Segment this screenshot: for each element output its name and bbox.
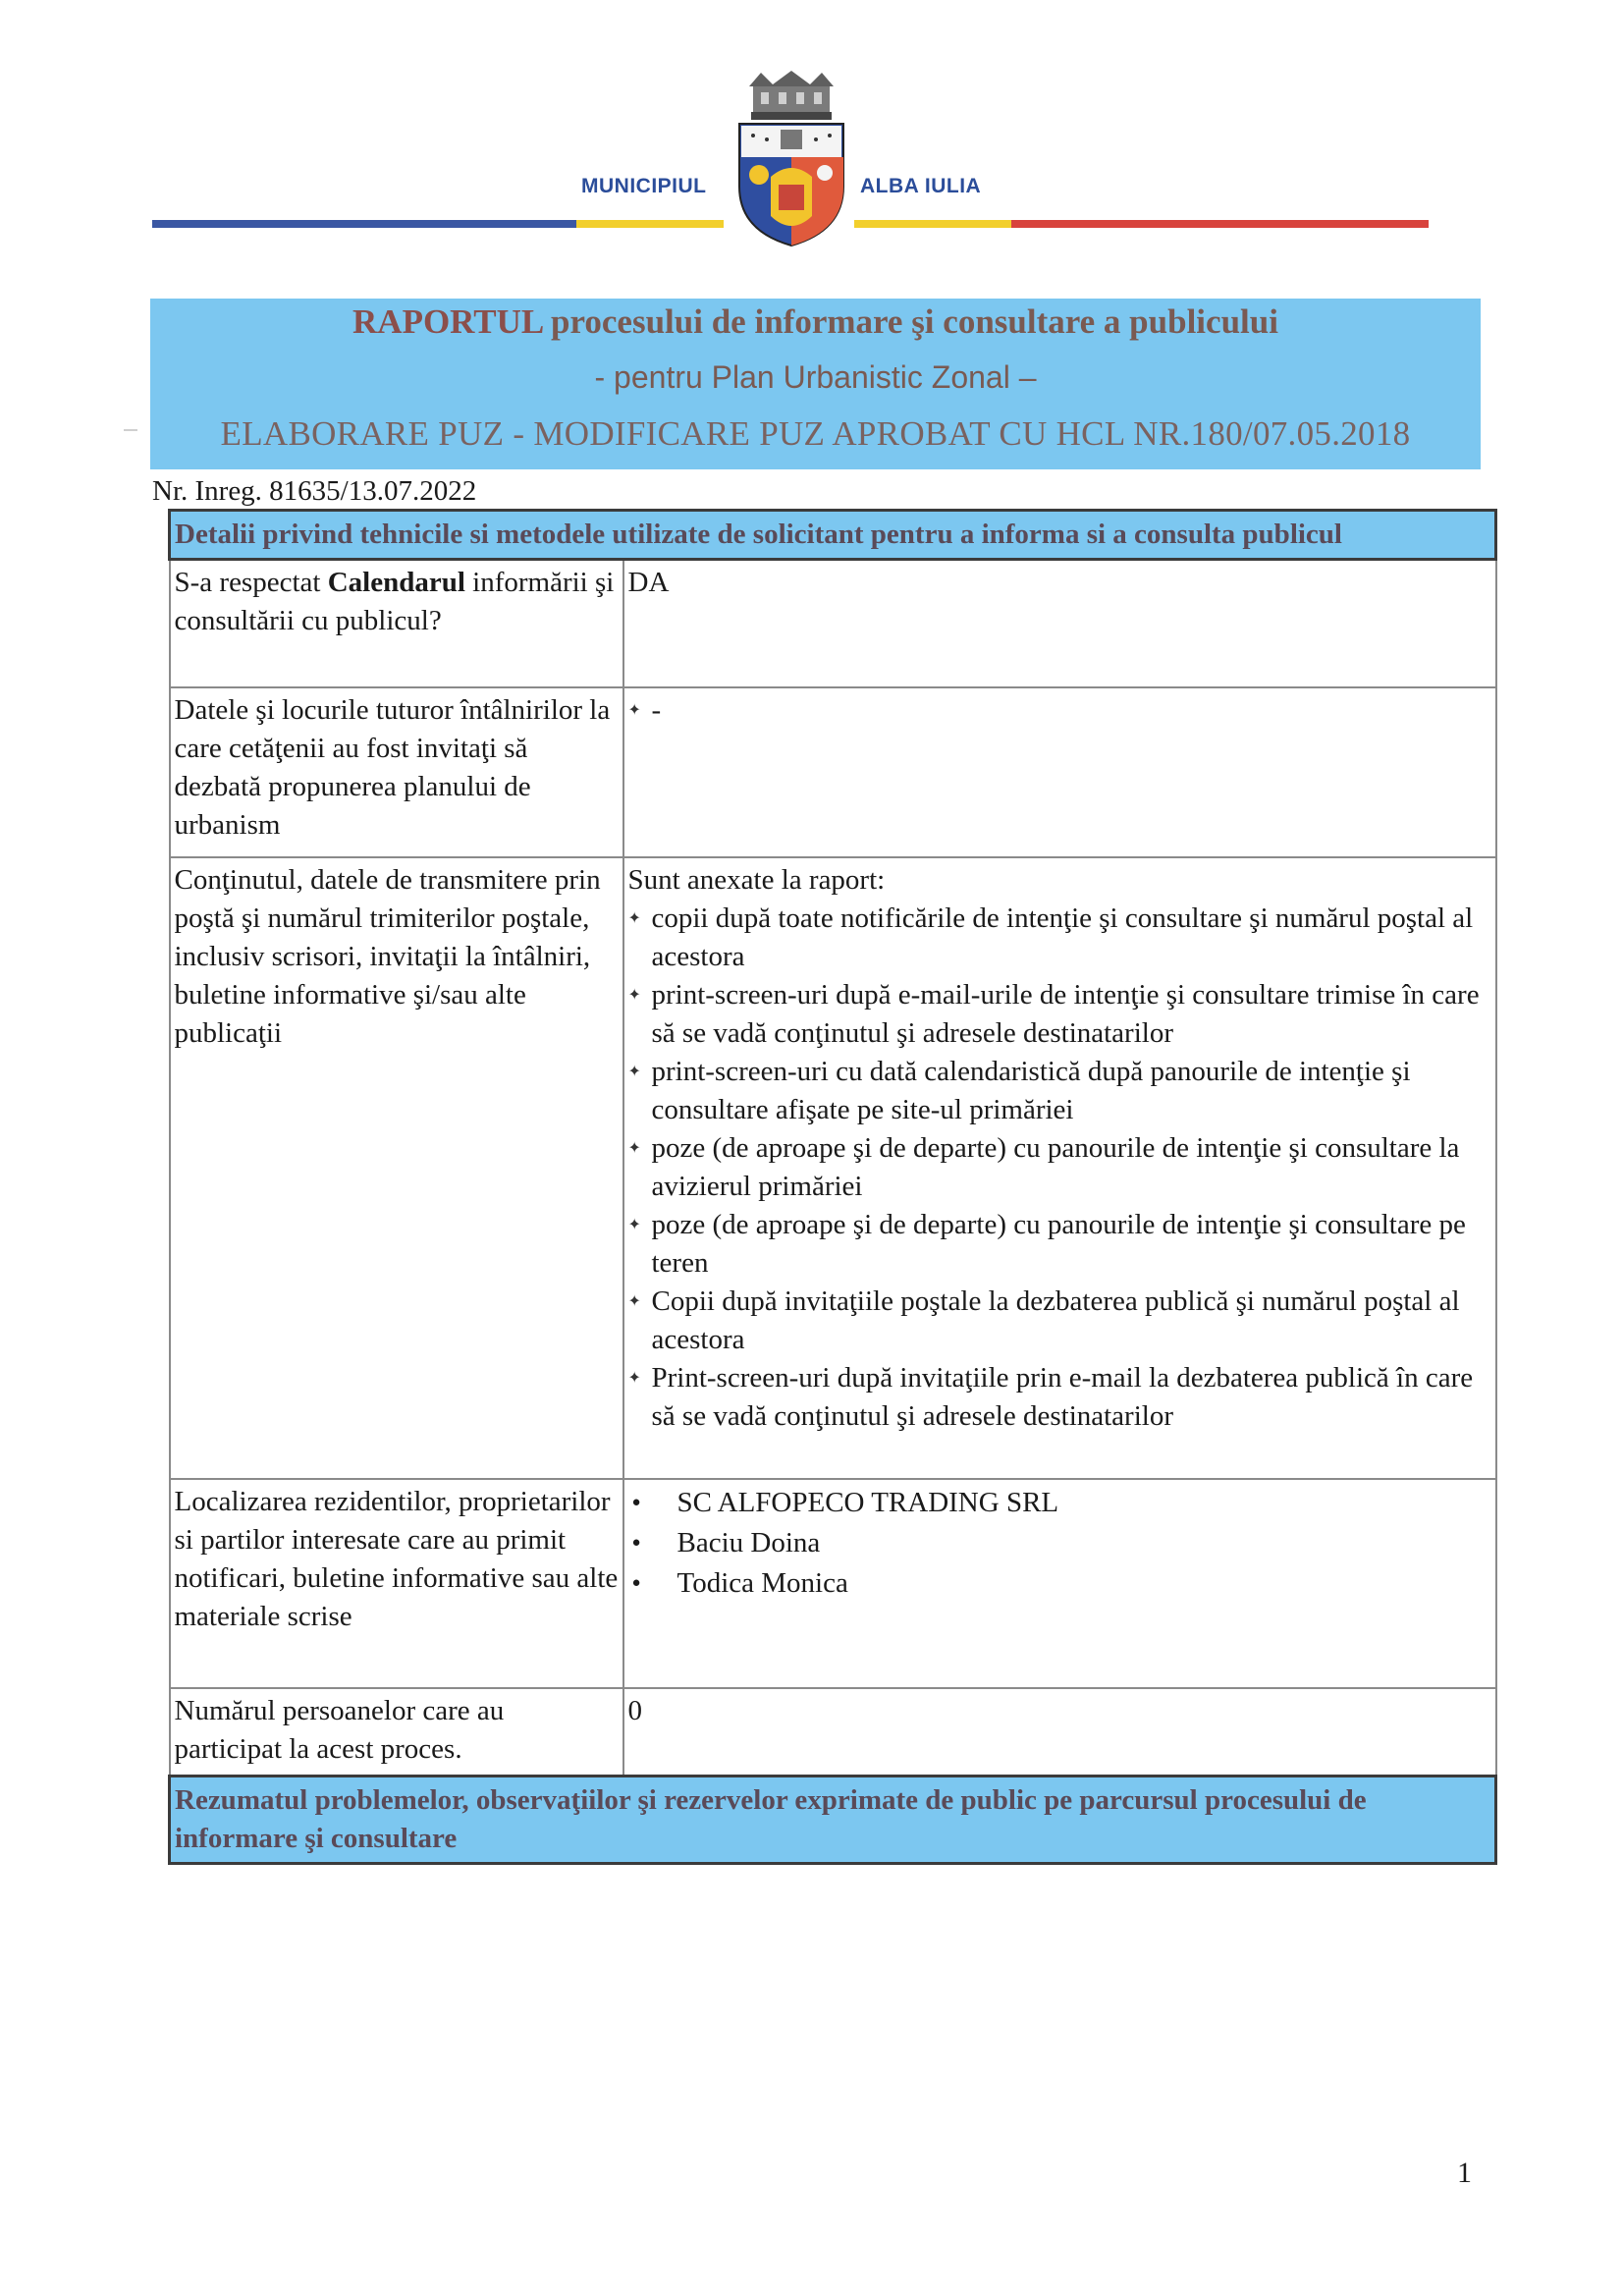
header-band-yellow-right bbox=[854, 220, 1011, 228]
table-row bbox=[170, 857, 1496, 1479]
content-intro: Sunt anexate la raport: bbox=[627, 863, 886, 896]
header-band-red bbox=[1011, 220, 1429, 228]
list-item: ✦ Copii după invitaţiile poştale la dezbaterea publică şi numărul poştal al acestora bbox=[628, 1283, 1491, 1359]
header-band-blue bbox=[152, 220, 576, 228]
list-item: ● SC ALFOPECO TRADING SRL bbox=[628, 1483, 1491, 1523]
list-item: ✦ print-screen-uri cu dată calendaristică după panourile de intenţie şi consultare afişate pe site-ul primăriei bbox=[628, 1053, 1491, 1129]
row-calendar-label: S-a respectat Calendarul informării şi consultării cu publicul? bbox=[170, 560, 623, 687]
residents-list bbox=[628, 1483, 1491, 1604]
report-title-box bbox=[150, 299, 1481, 469]
list-item: ✦ Print-screen-uri după invitaţiile prin e-mail la dezbaterea publică în care să se vadă conţinutul şi adresele destinatarilor bbox=[628, 1359, 1491, 1436]
registration-number: Nr. Inreg. 81635/13.07.2022 bbox=[152, 475, 477, 507]
section-techniques-heading: Detalii privind tehnicile si metodele utilizate de solicitant pentru a informa si a consulta publicul bbox=[170, 511, 1496, 560]
margin-mark bbox=[124, 429, 137, 431]
row-residents-label: Localizarea rezidentilor, proprietarilor si partilor interesate care au primit notificari, buletine informative sau alte materiale scrise bbox=[170, 1479, 623, 1688]
annex-list bbox=[628, 900, 1491, 1436]
table-row bbox=[170, 560, 1496, 687]
report-project-name: ELABORARE PUZ - MODIFICARE PUZ APROBAT CU HCL NR.180/07.05.2018 bbox=[220, 414, 1411, 453]
table-row bbox=[170, 1479, 1496, 1688]
page-header bbox=[0, 0, 1623, 246]
table-row bbox=[170, 687, 1496, 857]
section-summary-heading: Rezumatul problemelor, observaţiilor şi rezervelor exprimate de public pe parcursul procesului de informare şi consultare bbox=[170, 1777, 1496, 1864]
page-number: 1 bbox=[1457, 2157, 1472, 2189]
row-content-label: Conţinutul, datele de transmitere prin poştă şi numărul trimiterilor poştale, inclusiv scrisori, invitaţii la întâlniri, buletine informative şi/sau alte publicaţii bbox=[170, 857, 623, 1479]
row-residents-value bbox=[623, 1479, 1496, 1688]
list-item: ✦ - bbox=[628, 691, 1491, 730]
table-section-header bbox=[170, 511, 1496, 560]
list-item: ✦ copii după toate notificările de intenţie şi consultare şi numărul poştal al acestora bbox=[628, 900, 1491, 976]
report-table bbox=[168, 509, 1497, 1865]
header-municipality-label: MUNICIPIUL bbox=[581, 175, 707, 197]
table-section-header bbox=[170, 1777, 1496, 1864]
header-band-yellow bbox=[576, 220, 724, 228]
list-item: ✦ print-screen-uri după e-mail-urile de intenţie şi consultare trimise în care să se vadă conţinutul şi adresele destinatarilor bbox=[628, 976, 1491, 1053]
list-item: ● Baciu Doina bbox=[628, 1523, 1491, 1563]
list-item: ✦ poze (de aproape şi de departe) cu panourile de intenţie şi consultare la avizierul primăriei bbox=[628, 1129, 1491, 1206]
report-subtitle: - pentru Plan Urbanistic Zonal – bbox=[594, 359, 1037, 395]
row-meetings-value bbox=[623, 687, 1496, 857]
alba-iulia-coat-of-arms-icon bbox=[731, 69, 851, 247]
list-item: ● Todica Monica bbox=[628, 1563, 1491, 1604]
row-content-value bbox=[623, 857, 1496, 1479]
header-city-label: ALBA IULIA bbox=[860, 175, 982, 197]
row-participants-value: 0 bbox=[623, 1688, 1496, 1777]
row-participants-label: Numărul persoanelor care au participat la acest proces. bbox=[170, 1688, 623, 1777]
list-item: ✦ poze (de aproape şi de departe) cu panourile de intenţie şi consultare pe teren bbox=[628, 1206, 1491, 1283]
report-title: RAPORTUL procesului de informare şi consultare a publicului bbox=[352, 302, 1278, 341]
row-meetings-label: Datele şi locurile tuturor întâlnirilor la care cetăţenii au fost invitaţi să dezbată propunerea planului de urbanism bbox=[170, 687, 623, 857]
row-calendar-value: DA bbox=[623, 560, 1496, 687]
table-row bbox=[170, 1688, 1496, 1777]
